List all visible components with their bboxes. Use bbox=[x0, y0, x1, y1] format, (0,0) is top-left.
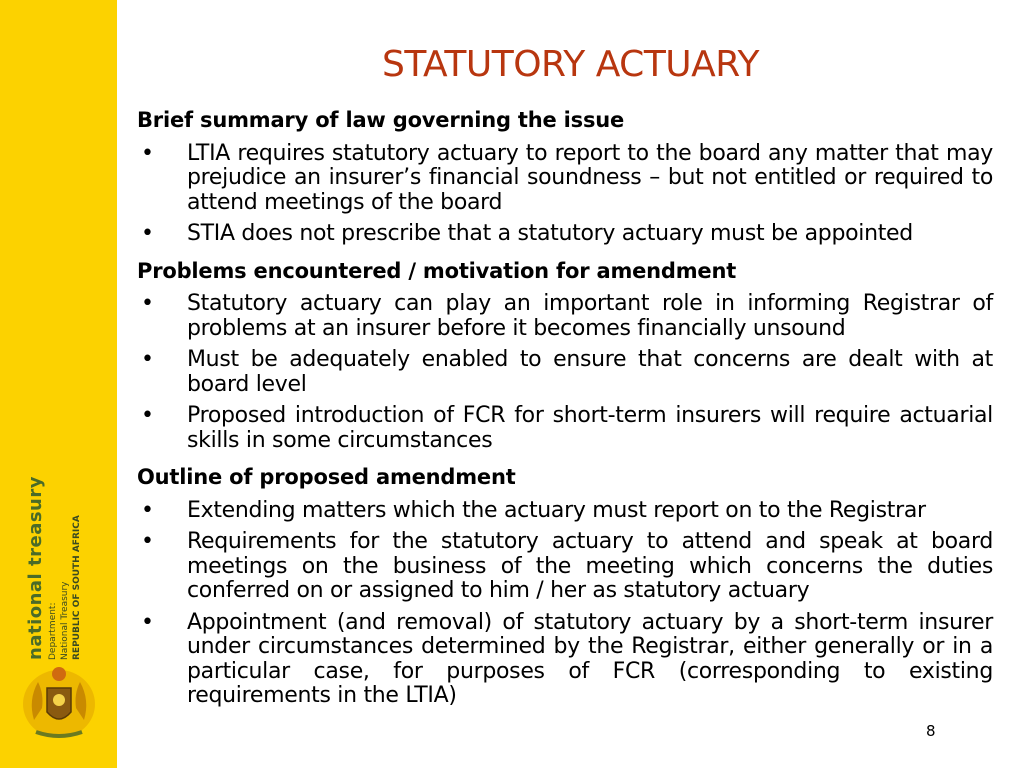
bullet-item: • Extending matters which the actuary must report on to the Registrar bbox=[137, 499, 993, 524]
page-number: 8 bbox=[926, 722, 936, 740]
slide-title: STATUTORY ACTUARY bbox=[382, 44, 759, 85]
coat-of-arms-icon bbox=[14, 660, 104, 742]
bullet-item: • LTIA requires statutory actuary to report to the board any matter that may prejudice an insurer’s financial soundness – but not entitled or required to attend meetings of the board bbox=[137, 142, 993, 216]
bullet-item: • Proposed introduction of FCR for short-term insurers will require actuarial skills in some circumstances bbox=[137, 404, 993, 453]
section-law-summary bbox=[137, 108, 993, 247]
dept-line-2: National Treasury bbox=[60, 581, 70, 660]
slide-body bbox=[137, 108, 993, 721]
bullet-list bbox=[137, 142, 993, 247]
section-heading: Problems encountered / motivation for amendment bbox=[137, 258, 737, 283]
sidebar-banner bbox=[0, 0, 117, 768]
bullet-list bbox=[137, 499, 993, 709]
bullet-list bbox=[137, 292, 993, 453]
bullet-item: • Must be adequately enabled to ensure that concerns are dealt with at board level bbox=[137, 348, 993, 397]
section-heading: Outline of proposed amendment bbox=[137, 465, 516, 489]
bullet-item: • Appointment (and removal) of statutory actuary by a short-term insurer under circumstances determined by the Registrar, either generally or in a particular case, for purposes of FCR (corresponding to existing requirements in the LTIA) bbox=[137, 611, 993, 709]
bullet-item: • STIA does not prescribe that a statutory actuary must be appointed bbox=[137, 222, 993, 247]
brand-name: national treasury bbox=[25, 476, 46, 660]
bullet-item: • Statutory actuary can play an important role in informing Registrar of problems at an insurer before it becomes financially unsound bbox=[137, 292, 993, 341]
national-treasury-logo bbox=[26, 476, 82, 660]
bullet-item: • Requirements for the statutory actuary to attend and speak at board meetings on the business of the meeting which concerns the duties conferred on or assigned to him / her as statutory actuary bbox=[137, 530, 993, 604]
section-proposed-amendment bbox=[137, 465, 993, 709]
section-problems bbox=[137, 259, 993, 454]
dept-line-3: REPUBLIC OF SOUTH AFRICA bbox=[72, 515, 82, 660]
dept-line-1: Department: bbox=[48, 602, 58, 660]
section-heading: Brief summary of law governing the issue bbox=[137, 108, 625, 132]
